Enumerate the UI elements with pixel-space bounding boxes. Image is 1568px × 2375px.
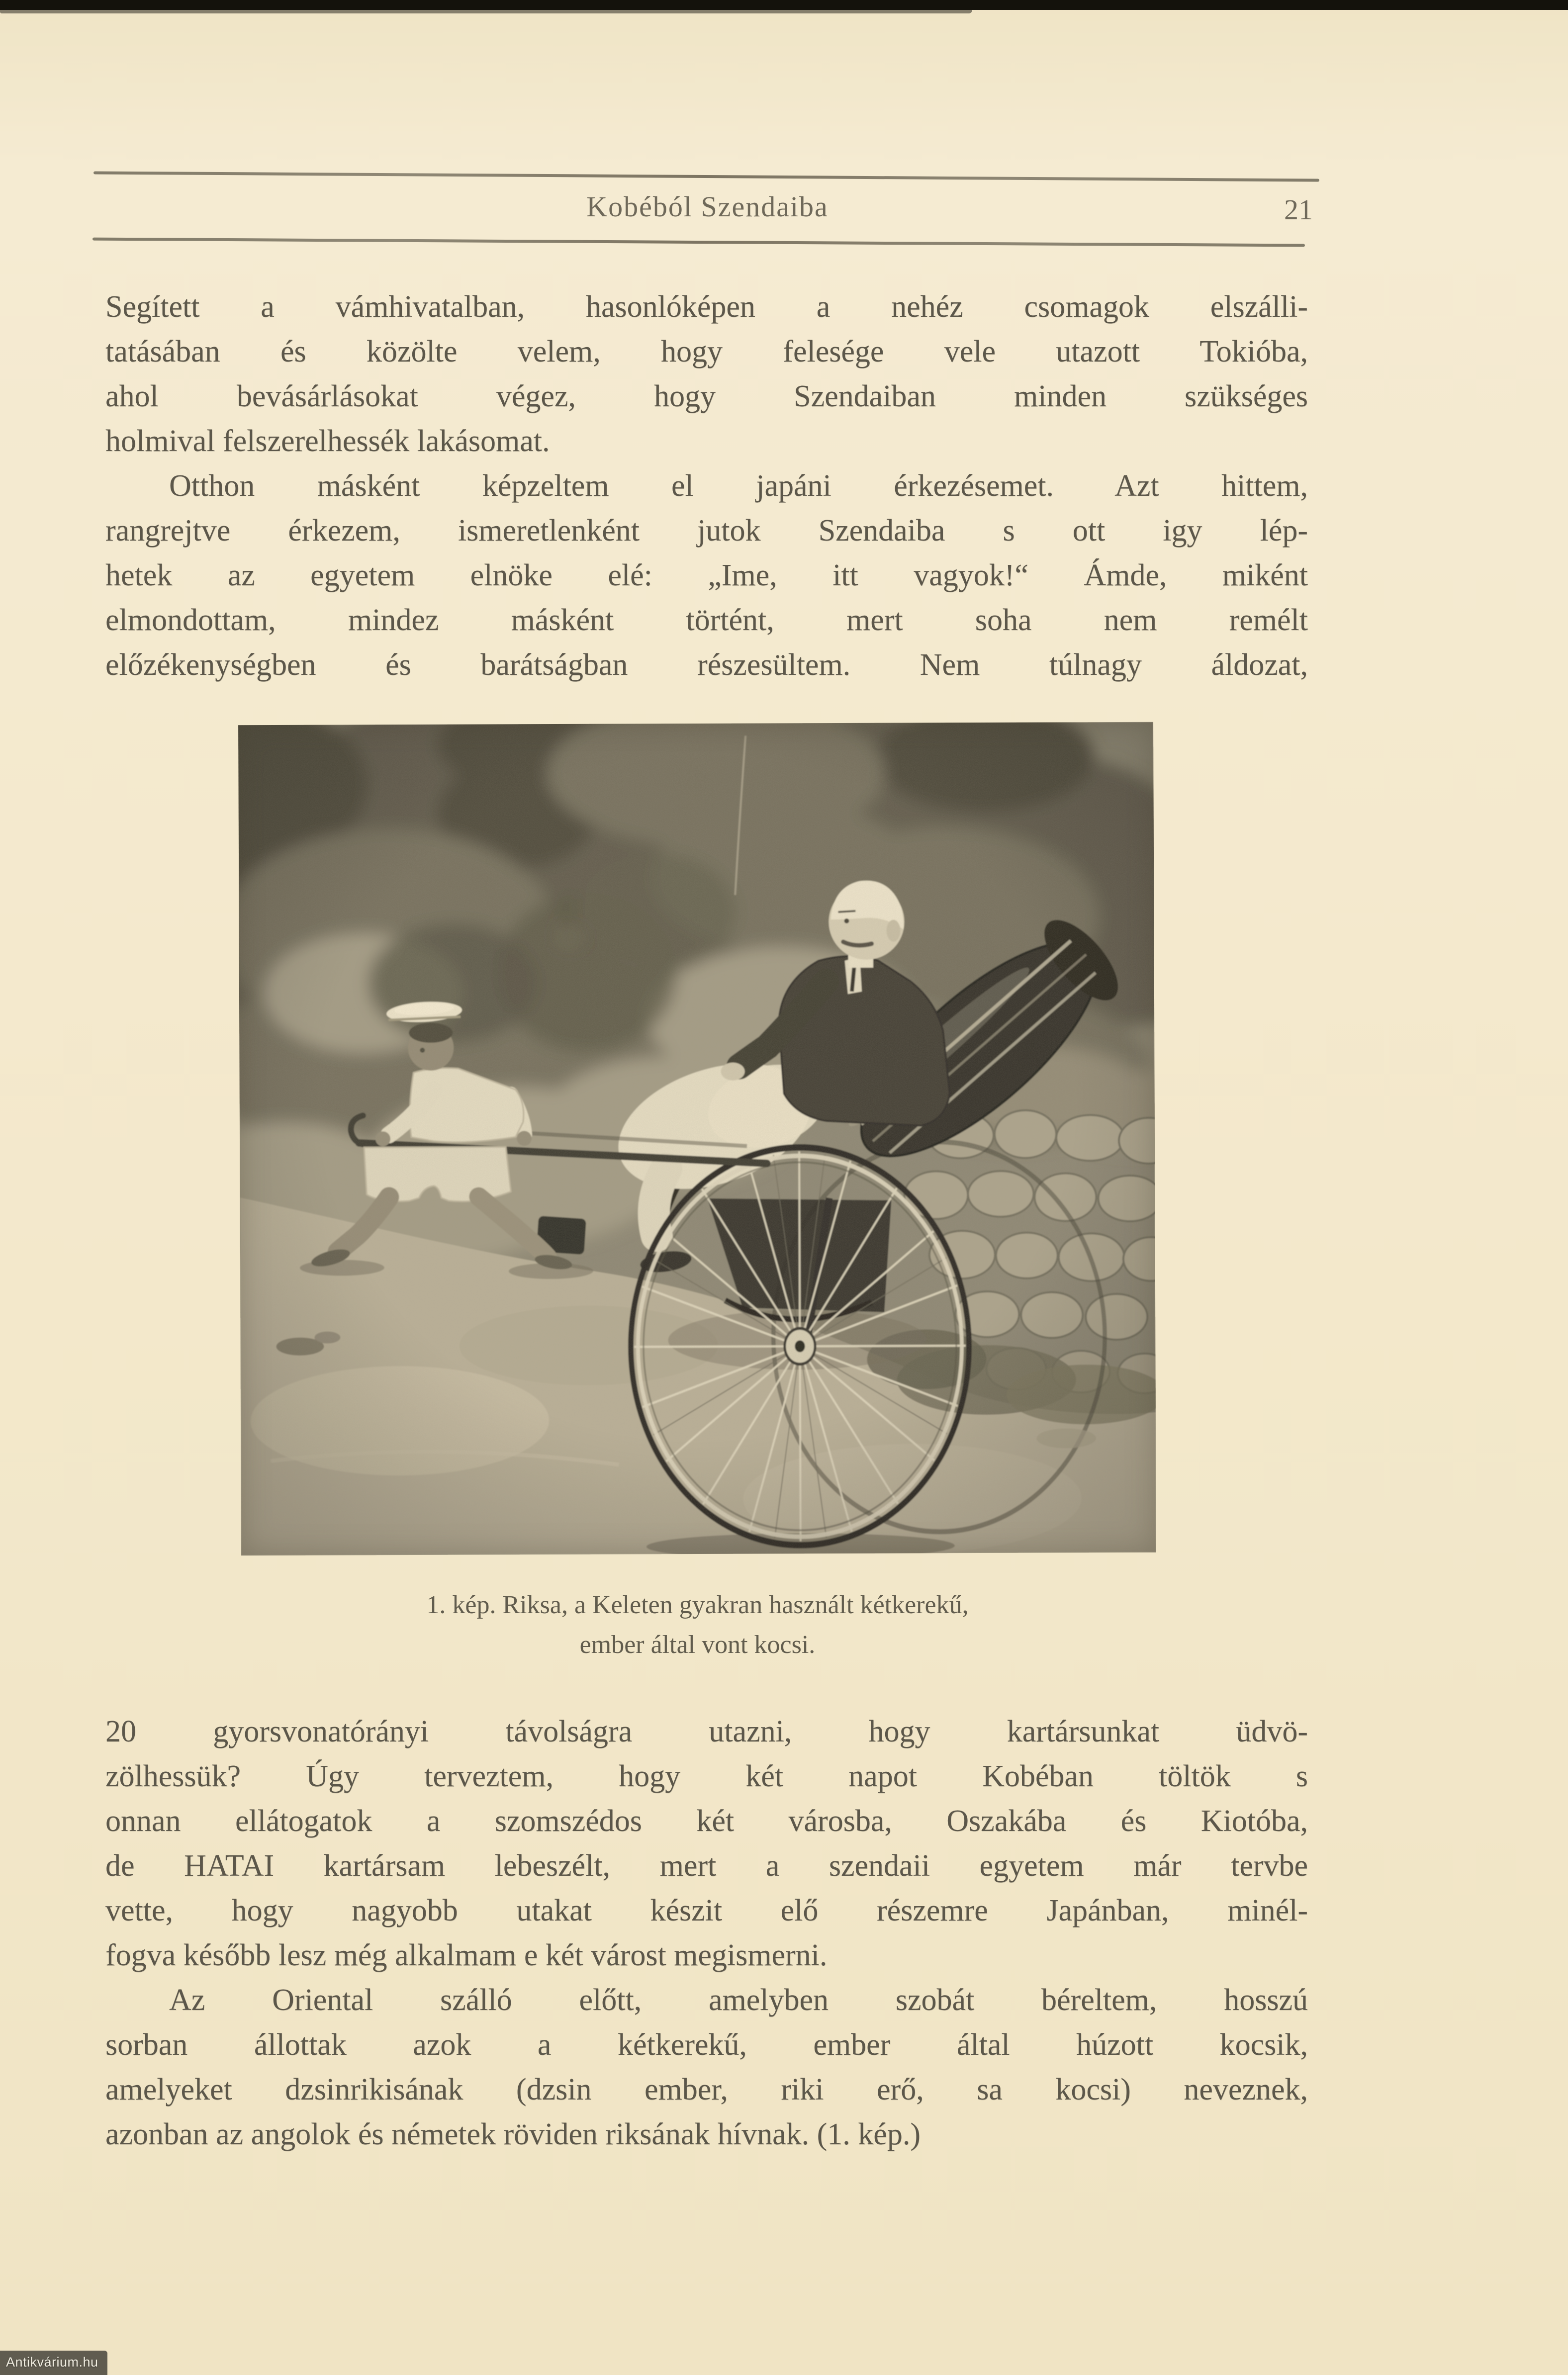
text-line: Segített a vámhivatalban, hasonlóképen a nehéz csomagok elszálli- [105,290,1308,324]
header-rule-bottom [92,238,1305,247]
text-line: zölhessük? Úgy terveztem, hogy két napot Kobéban töltök s [105,1759,1308,1793]
running-header: Kobéból Szendaiba [586,190,829,223]
text-line: tatásában és közölte velem, hogy felesége vele utazott Tokióba, [105,335,1308,368]
text-line: vette, hogy nagyobb utakat készit elő részemre Japánban, minél- [105,1894,1308,1927]
text-line: ahol bevásárlásokat végez, hogy Szendaiban minden szükséges [105,379,1308,413]
text-line: Az Oriental szálló előtt, amelyben szobát béreltem, hosszú [169,1983,1308,2017]
rickshaw-photo [238,722,1156,1555]
text-line: onnan ellátogatok a szomszédos két városba, Oszakába és Kiotóba, [105,1804,1308,1838]
text-line: hetek az egyetem elnöke elé: „Ime, itt vagyok!“ Ámde, miként [105,558,1308,592]
text-line: amelyeket dzsinrikisának (dzsin ember, riki erő, sa kocsi) neveznek, [105,2073,1308,2106]
photo-vignette [238,722,1156,1555]
body-text-top [105,284,1308,687]
text-line: azonban az angolok és németek röviden riksának hívnak. (1. kép.) [105,2117,921,2151]
text-line: előzékenységben és barátságban részesültem. Nem túlnagy áldozat, [105,648,1308,682]
text-line: Otthon másként képzeltem el japáni érkezésemet. Azt hittem, [169,469,1308,503]
text-line: elmondottam, mindez másként történt, mert soha nem remélt [105,603,1308,637]
watermark-antikvarium: Antikvárium.hu [0,2351,107,2375]
scan-edge-top [0,0,1568,10]
text-line: rangrejtve érkezem, ismeretlenként jutok Szendaiba s ott igy lép- [105,514,1308,548]
text-line: 20 gyorsvonatórányi távolságra utazni, hogy kartársunkat üdvö- [105,1715,1308,1748]
body-text-bottom [105,1709,1308,2157]
text-line: fogva később lesz még alkalmam e két várost megismerni. [105,1938,828,1972]
caption-line: 1. kép. Riksa, a Keleten gyakran használt kétkerekű, [426,1591,969,1619]
page-number: 21 [1284,193,1313,226]
figure-riksa [238,722,1156,1555]
text-line: holmival felszerelhessék lakásomat. [105,424,550,458]
caption-line: ember által vont kocsi. [579,1631,816,1659]
text-line: de HATAI kartársam lebeszélt, mert a szendaii egyetem már tervbe [105,1849,1308,1883]
text-line: sorban állottak azok a kétkerekű, ember által húzott kocsik, [105,2028,1308,2062]
figure-caption [239,1585,1156,1665]
header-rule-top [93,171,1319,182]
